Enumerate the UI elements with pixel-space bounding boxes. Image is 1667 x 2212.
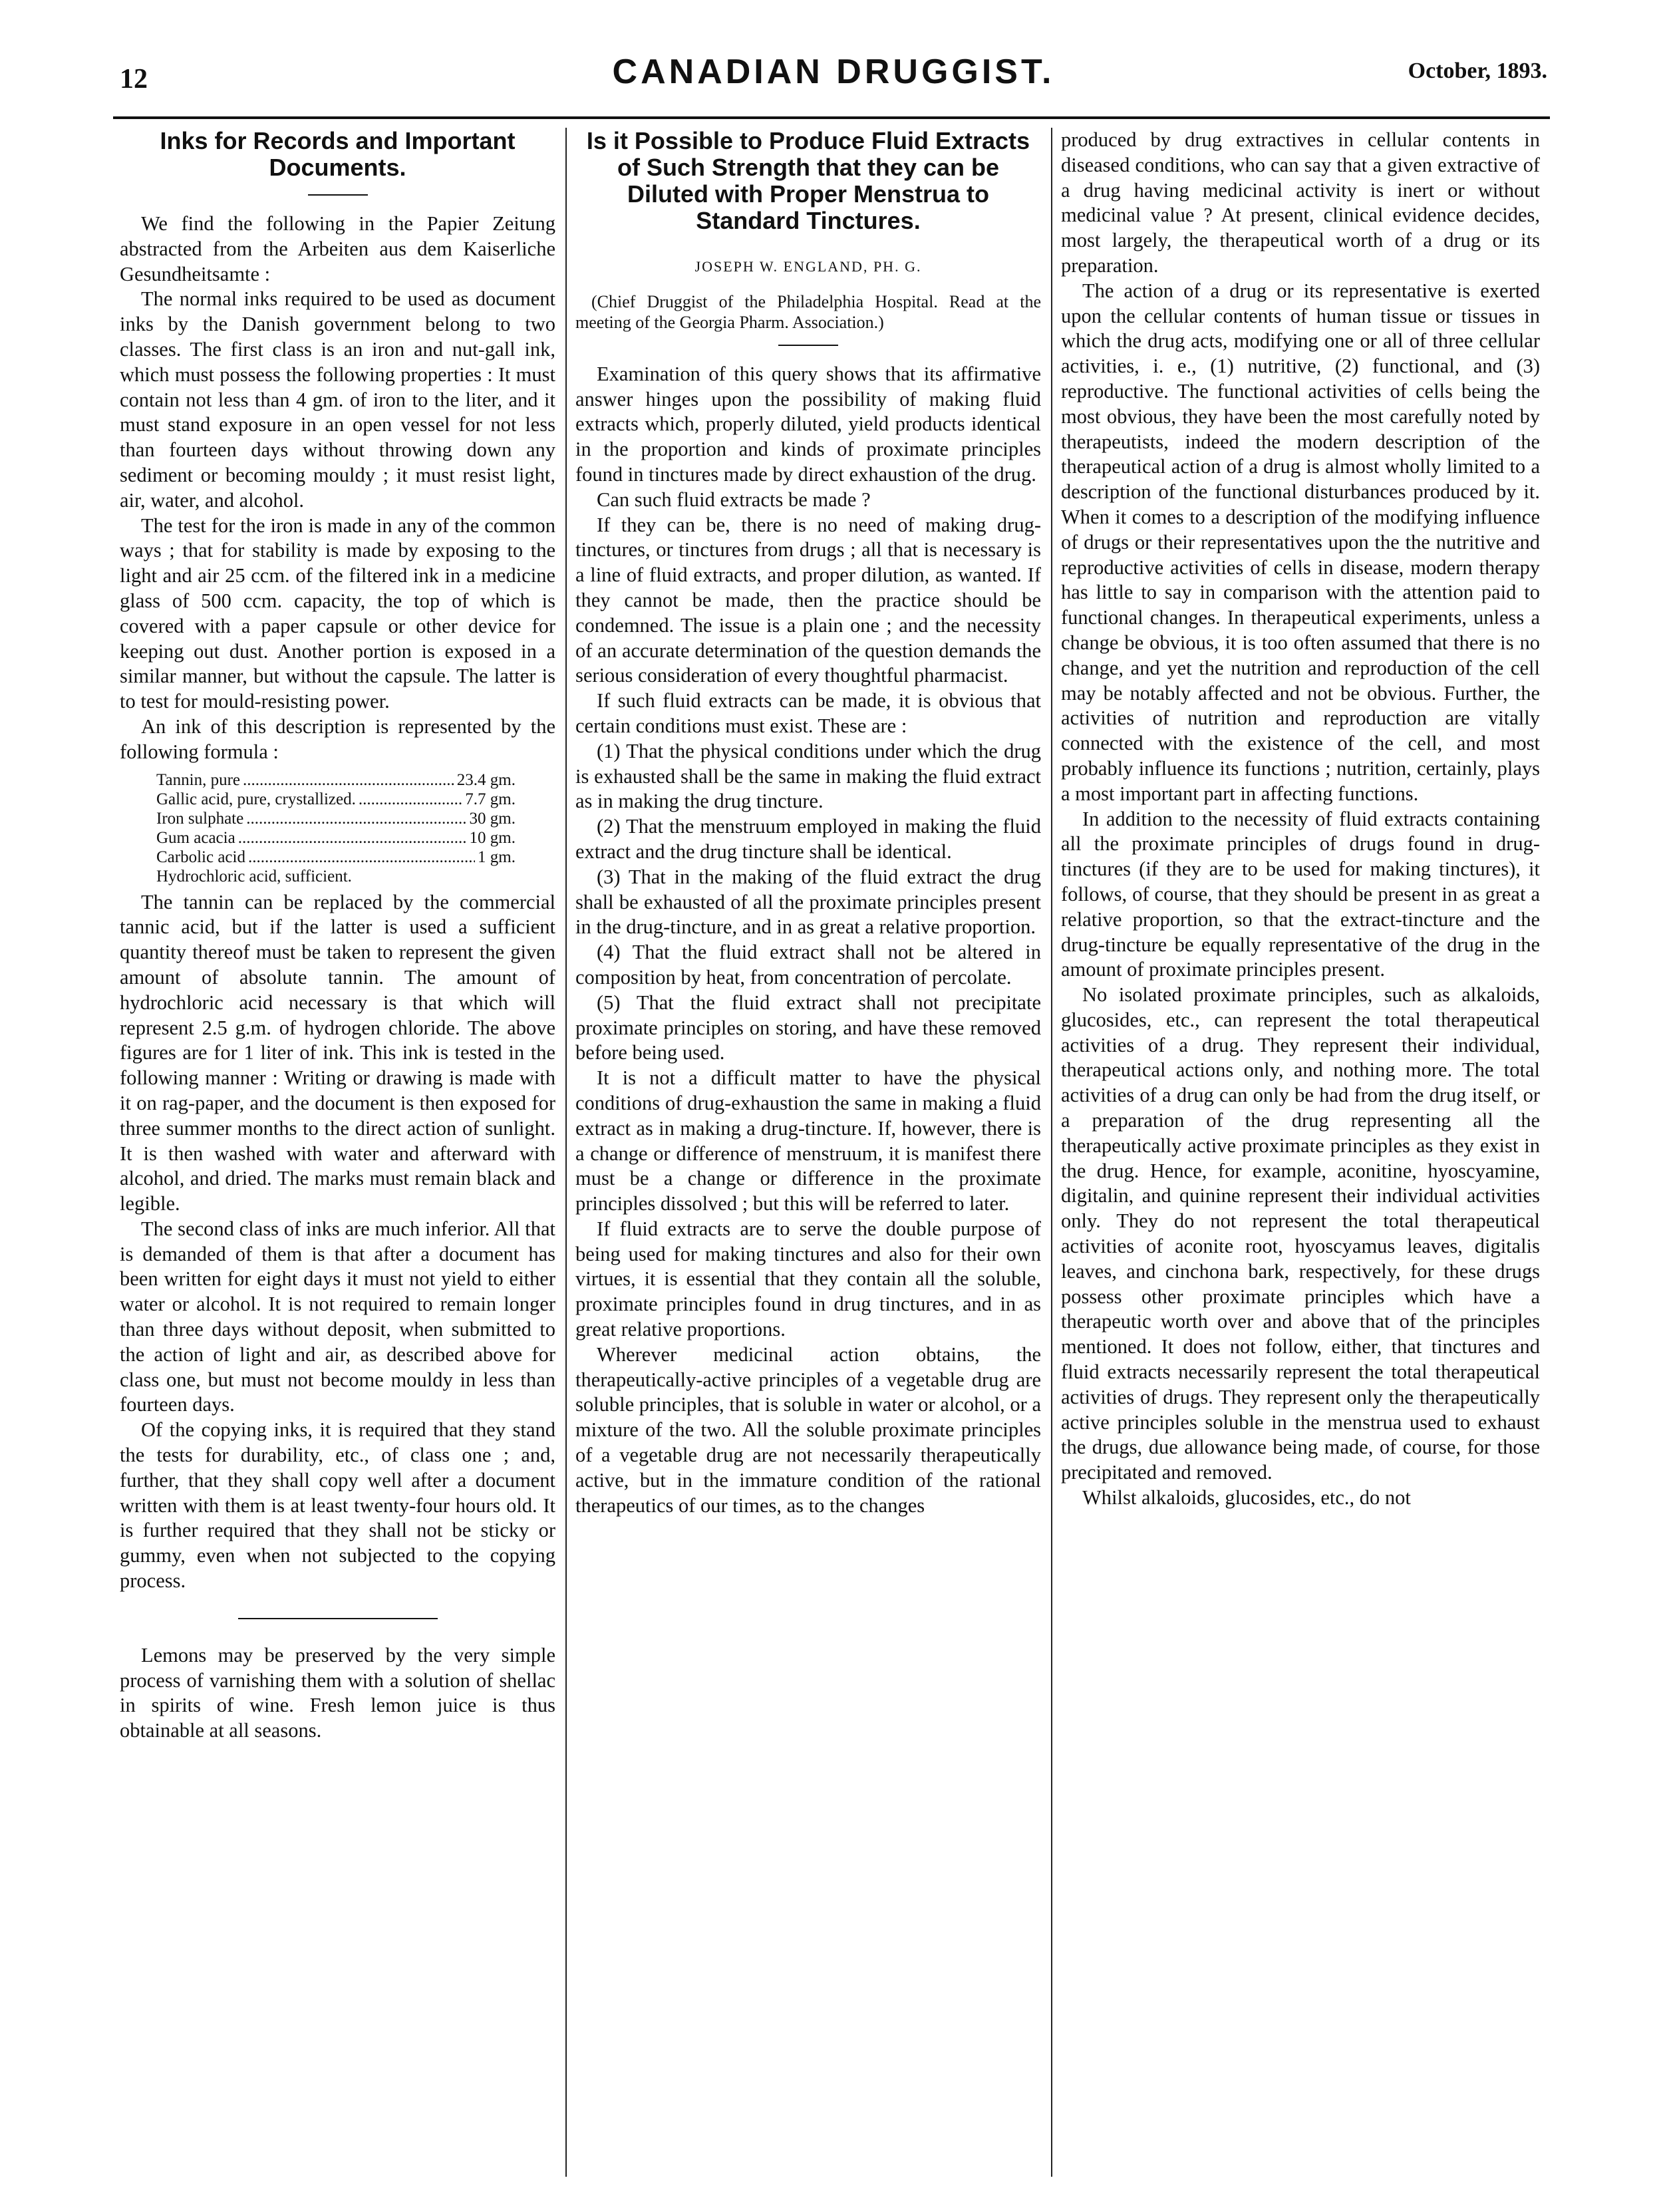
ingredient-amount: 1 gm.: [478, 848, 516, 866]
article-title-fluid-extracts: Is it Possible to Produce Fluid Extracts of Such Strength that they can be Diluted with Proper Menstrua to Standard Tinctures.: [586, 128, 1030, 234]
ingredient-name: Gum acacia: [156, 828, 235, 847]
paragraph: (4) That the fluid extract shall not be altered in composition by heat, from concentration of percolate.: [575, 941, 1041, 989]
page-header: [0, 0, 1667, 133]
paragraph: No isolated proximate principles, such as alkaloids, glucosides, etc., can represent the total therapeutical activities of a drug. They represent their individual, therapeutical actions only, and nothing more. The total activities of a drug can only be had from the drug itself, or a preparation of the drug representing all the therapeutically active proximate principles as they exist in the drug. Hence, for example, aconitine, hyoscyamine, digitalin, and quinine represent their individual activities only. They do not represent the total therapeutical activities of aconite root, hyoscyamus leaves, digitalis leaves, and cinchona bark, respectively, for these drugs possess other proximate principles which have a therapeutic worth over and above that of the principles mentioned. It does not follow, either, that tinctures and fluid extracts necessarily represent the total therapeutical activities of drugs. They represent only the therapeutically active principles soluble in the menstrua used to exhaust the drugs, due allowance being made, of course, for those precipitated and removed.: [1061, 983, 1540, 1484]
paragraph: (5) That the fluid extract shall not precipitate proximate principles on storing, and have these removed before being used.: [575, 991, 1041, 1064]
paragraph: Whilst alkaloids, glucosides, etc., do not: [1082, 1486, 1411, 1509]
ingredient-name: Tannin, pure: [156, 770, 240, 789]
ingredient-amount: 7.7 gm.: [465, 790, 516, 808]
formula-row: [156, 867, 516, 886]
article-separator: [238, 1618, 438, 1619]
paragraph: (1) That the physical conditions under which the drug is exhausted shall be the same in making the fluid extract as in making the drug tincture.: [575, 739, 1041, 813]
title-rule: [308, 194, 368, 196]
ingredient-amount: 30 gm.: [469, 809, 516, 828]
paragraph: The tannin can be replaced by the commercial tannic acid, but if the latter is used a sufficient quantity thereof must be taken to represent the given amount of absolute tannin. The amount of hydrochloric acid necessary is that which will represent 2.5 g.m. of hydrogen chloride. The above figures are for 1 liter of ink. This ink is tested in the following manner : Writing or drawing is made with it on rag-paper, and the document is then exposed for three summer months to the direct action of sunlight. It is then washed with water and afterward with alcohol, and dried. The marks must remain black and legible.: [120, 890, 555, 1215]
paragraph: If they can be, there is no need of making drug-tinctures, or tinctures from drugs ; all that is necessary is a line of fluid extracts, and proper dilution, as wanted. If they cannot be made, then the practice should be condemned. The issue is a plain one ; and the necessity of an accurate determination of the question demands the serious consideration of every thoughtful pharmacist.: [575, 513, 1041, 687]
header-rule: [113, 116, 1550, 119]
paragraph: If such fluid extracts can be made, it is obvious that certain conditions must exist. These are :: [575, 689, 1041, 737]
ingredient-name: Iron sulphate: [156, 809, 244, 828]
paragraph: produced by drug extractives in cellular contents in diseased conditions, who can say that a given extractive of a drug having medicinal activity is inert or without medicinal value ? At present, clinical evidence decides, most largely, the therapeutical worth of a drug or its preparation.: [1061, 128, 1540, 277]
title-rule: [778, 345, 838, 346]
column-divider: [1051, 128, 1052, 2177]
paragraph: Of the copying inks, it is required that they stand the tests for durability, etc., of class one ; and, further, that they shall copy well after a document written with them is at least twenty-four hours old. It is further required that they shall not be sticky or gummy, even when not subjected to the copying process.: [120, 1418, 555, 1593]
paragraph: An ink of this description is represented by the following formula :: [120, 714, 555, 763]
paragraph: Examination of this query shows that its affirmative answer hinges upon the possibility of making fluid extracts which, properly diluted, yield products identical in the proportion and kinds of proximate principles found in tinctures made by direct exhaustion of the drug.: [575, 362, 1041, 486]
paragraph: We find the following in the Papier Zeitung abstracted from the Arbeiten aus dem Kaiserliche Gesundheitsamte :: [120, 212, 555, 285]
ingredient-name: Hydrochloric acid, sufficient.: [156, 867, 352, 885]
column-2: [575, 128, 1041, 2177]
article-title-inks: Inks for Records and Important Documents.: [160, 128, 516, 181]
author-note: (Chief Druggist of the Philadelphia Hospital. Read at the meeting of the Georgia Pharm. Association.): [575, 291, 1041, 332]
issue-date: October, 1893.: [1408, 59, 1547, 83]
paragraph: (3) That in the making of the fluid extract the drug shall be exhausted of all the proximate principles present in the drug-tincture, and in as great a relative proportion.: [575, 865, 1041, 939]
paragraph: If fluid extracts are to serve the double purpose of being used for making tinctures and also for their own virtues, it is essential that they contain all the soluble, proximate principles found in drug tinctures, and in as great relative proportions.: [575, 1217, 1041, 1341]
formula-row: [156, 828, 516, 848]
ingredient-name: Gallic acid, pure, crystallized.: [156, 790, 356, 808]
formula-row: [156, 848, 516, 867]
formula-row: [156, 809, 516, 828]
ink-formula: [156, 770, 555, 886]
paragraph: The second class of inks are much inferior. All that is demanded of them is that after a document has been written for eight days it must not yield to either water or alcohol. It is not required to remain longer than three days without deposit, when submitted to the action of light and air, as described above for class one, but must not become mouldy in less than fourteen days.: [120, 1217, 555, 1416]
paragraph: Wherever medicinal action obtains, the therapeutically-active principles of a vegetable drug are soluble principles, that is soluble in water or alcohol, or a mixture of the two. All the soluble proximate principles of a vegetable drug are not necessarily therapeutically active, but in the immature condition of the rational therapeutics of our times, as to the changes: [575, 1343, 1041, 1517]
page-number: 12: [120, 64, 148, 94]
ingredient-name: Carbolic acid: [156, 848, 245, 866]
masthead-title: CANADIAN DRUGGIST.: [612, 53, 1055, 91]
paragraph-lemons: Lemons may be preserved by the very simple process of varnishing them with a solution of shellac in spirits of wine. Fresh lemon juice is thus obtainable at all seasons.: [120, 1643, 555, 1742]
paragraph: In addition to the necessity of fluid extracts containing all the proximate principles of drugs found in drug-tinctures (if they are to be used for making tinctures), it follows, of course, that they should be present in as great a relative proportion, so that the extract-tincture and the drug-tincture be equally representative of the drug in the amount of proximate principles present.: [1061, 807, 1540, 981]
ingredient-amount: 10 gm.: [469, 828, 516, 847]
column-1: [120, 128, 555, 2177]
paragraph: It is not a difficult matter to have the physical conditions of drug-exhaustion the same in making a fluid extract as in making a drug-tincture. If, however, there is a change or difference of menstruum, it is manifest there must be a change or difference in the proximate principles dissolved ; but this will be referred to later.: [575, 1066, 1041, 1215]
formula-row: [156, 770, 516, 790]
author-byline: JOSEPH W. ENGLAND, PH. G.: [694, 258, 922, 275]
ingredient-amount: 23.4 gm.: [456, 770, 516, 789]
paragraph: Can such fluid extracts be made ?: [597, 488, 871, 511]
paragraph: The test for the iron is made in any of the common ways ; that for stability is made by exposing to the light and air 25 ccm. of the filtered ink in a medicine glass of 500 ccm. capacity, the top of which is covered with a paper capsule or other device for keeping out dust. Another portion is exposed in a similar manner, but without the capsule. The latter is to test for mould-resisting power.: [120, 514, 555, 713]
paragraph: The action of a drug or its representative is exerted upon the cellular contents of human tissue or tissues in which the drug acts, modifying one or all of three cellular activities, i. e., (1) nutritive, (2) functional, and (3) reproductive. The functional activities of cells being the most obvious, they have been the most carefully noted by therapeutists, indeed the modern description of the therapeutical action of a drug is almost wholly limited to a description of the functional disturbances produced by it. When it comes to a description of the modifying influence of drugs or their representatives upon the the nutritive and reproductive activities of cells in disease, modern therapy has little to say in comparison with the attention paid to functional changes. In therapeutical experiments, unless a change be obvious, it is too often assumed that there is no change, and yet the nutrition and reproduction of the cell may be notably affected and not be obvious. Further, the activities of nutrition and reproduction are vitally connected with the existence of the cell, and most probably influence its functions ; nutrition, certainly, plays a most important part in affecting functions.: [1061, 279, 1540, 805]
formula-row: [156, 790, 516, 809]
column-divider: [565, 128, 567, 2177]
paragraph: (2) That the menstruum employed in making the fluid extract and the drug tincture shall be identical.: [575, 815, 1041, 863]
paragraph: The normal inks required to be used as document inks by the Danish government belong to two classes. The first class is an iron and nut-gall ink, which must possess the following properties : It must contain not less than 4 gm. of iron to the liter, and it must stand exposure in an open vessel for not less than fourteen days without throwing down any sediment or becoming mouldy ; it must resist light, air, water, and alcohol.: [120, 287, 555, 512]
column-3: [1061, 128, 1540, 2177]
